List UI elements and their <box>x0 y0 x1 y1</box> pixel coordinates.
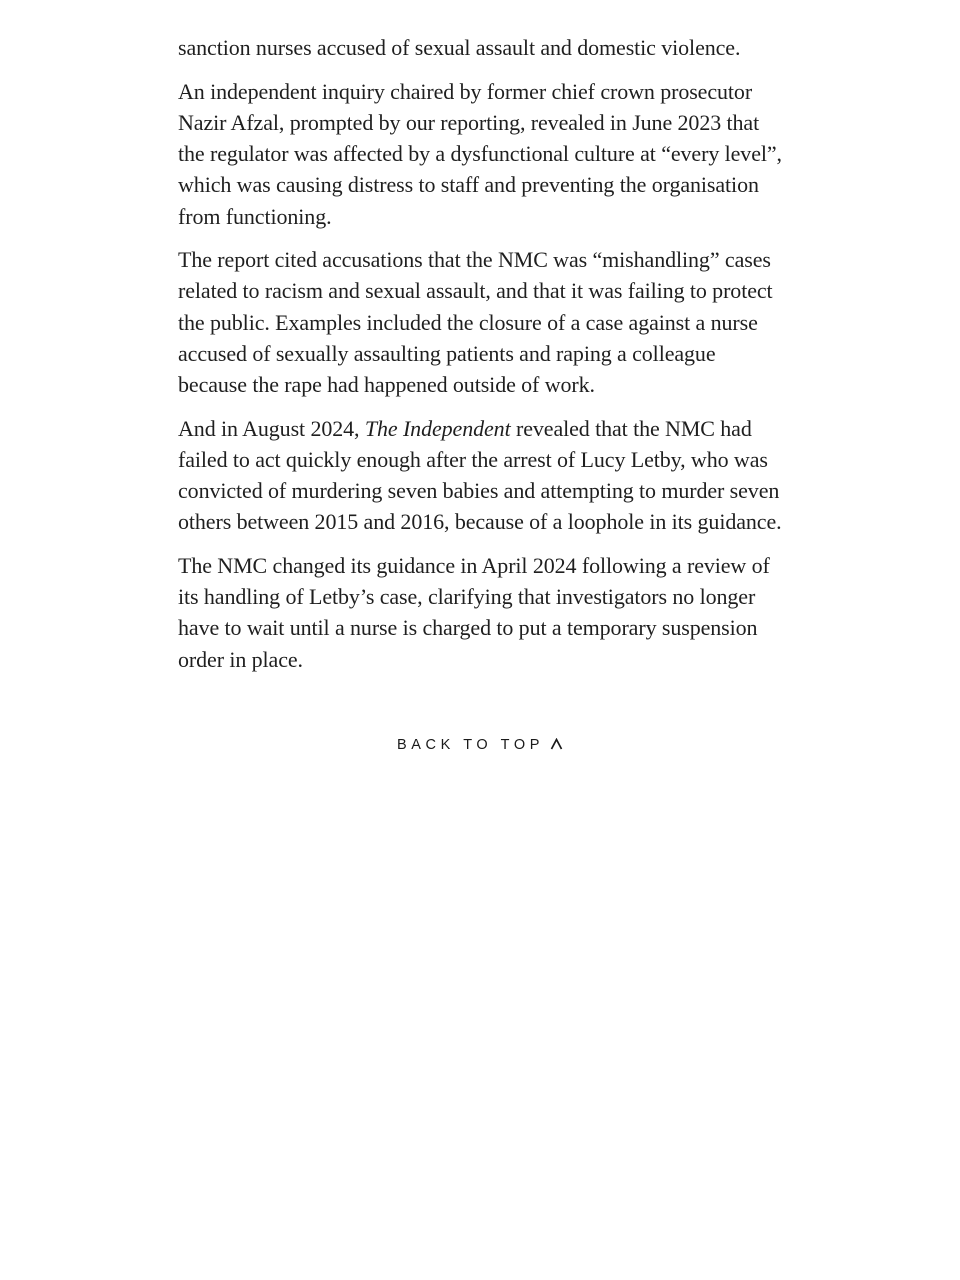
article-paragraph-3: The report cited accusations that the NMC was “mishandling” cases related to racism and sexual assault, and that it was failing to protect the public. Examples included the closure of a case against a nurse accused of sexually assaulting patients and raping a colleague because the rape had happened outside of work. <box>178 247 773 398</box>
paragraph-text-before: And in August 2024, <box>178 415 365 441</box>
article-paragraph-1: sanction nurses accused of sexual assault and domestic violence. <box>178 35 741 60</box>
article-paragraph-2: An independent inquiry chaired by former chief crown prosecutor Nazir Afzal, prompted by our reporting, revealed in June 2023 that the regulator was affected by a dysfunctional culture at “every level”, which was causing distress to staff and preventing the organisation from functioning. <box>178 78 782 229</box>
article-paragraph-4 <box>178 413 788 538</box>
paragraph-text-after: revealed that the NMC had failed to act quickly enough after the arrest of Lucy Letby, who was convicted of murdering seven babies and attempting to murder seven others between 2015 and 2016, because of a loophole in its guidance. <box>178 415 782 535</box>
back-to-top-link[interactable] <box>0 737 960 753</box>
back-to-top-label: BACK TO TOP <box>396 737 545 754</box>
article-body <box>178 32 788 687</box>
caret-up-icon <box>550 738 563 754</box>
article-paragraph-5: The NMC changed its guidance in April 2024 following a review of its handling of Letby’s case, clarifying that investigators no longer have to wait until a nurse is charged to put a temporary suspension order in place. <box>178 553 770 672</box>
publication-name: The Independent <box>364 415 511 441</box>
